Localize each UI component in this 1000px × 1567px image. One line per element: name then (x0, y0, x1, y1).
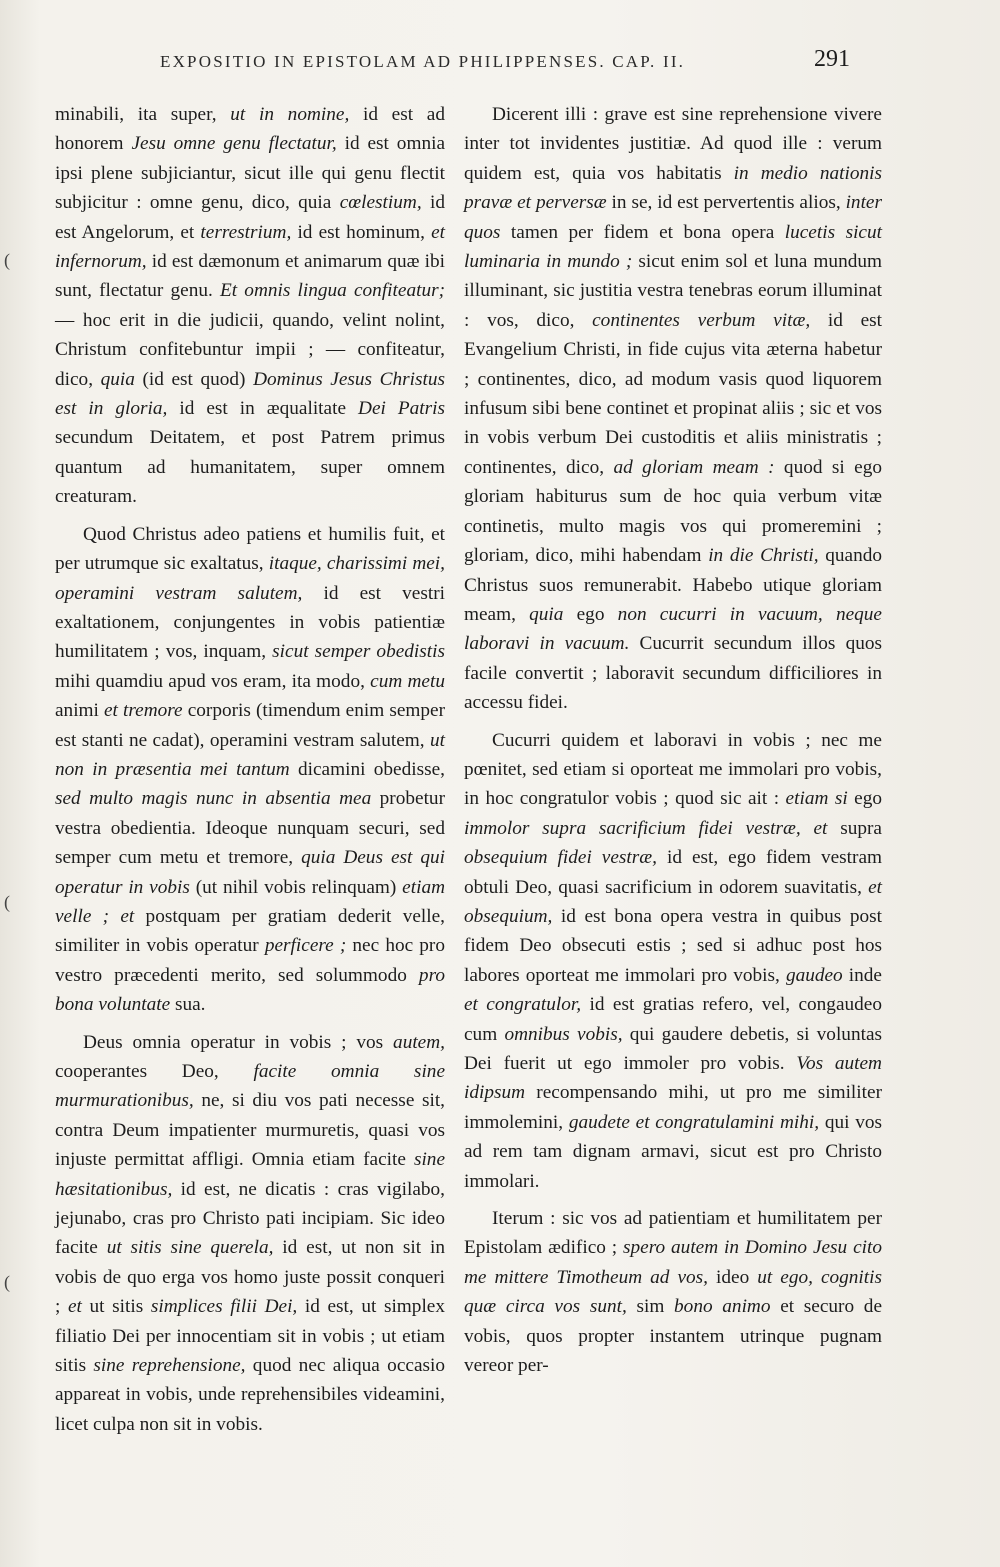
paragraph (464, 726, 882, 1197)
italic-text: sine hæsitationibus, (55, 1149, 445, 1200)
italic-text: inter quos (464, 192, 882, 243)
italic-text: terrestrium, (200, 221, 292, 243)
left-text-column (55, 100, 445, 1439)
text-run: secundum Deitatem, et post Patrem primus quantum ad humanitatem, super omnem creaturam. (55, 427, 445, 508)
italic-text: et congratulor, (464, 994, 582, 1016)
text-run: id est omnia ipsi plene subjiciantur, sicut ille qui genu flectit subjicitur : omne genu, dico, quia (55, 133, 446, 214)
italic-text: quia Deus est qui operatur in vobis (55, 847, 445, 898)
italic-text: in die Christi, (708, 545, 819, 567)
italic-text: lucetis sicut luminaria in mundo ; (464, 221, 882, 273)
italic-text: Dei Patris (358, 398, 445, 420)
text-run: in se, id est pervertentis alios, (606, 192, 846, 214)
text-run: — hoc erit in die judicii, quando, velint nolint, Christum confitebuntur impii ; — confiteatur, dico, (55, 309, 445, 390)
italic-text: et (67, 1296, 82, 1318)
text-run: tamen per fidem et bona opera (500, 221, 785, 243)
italic-text: in medio nationis pravæ et perversæ (464, 162, 882, 214)
italic-text: continentes verbum vitæ, (592, 309, 811, 331)
italic-text: ut sitis sine querela, (106, 1237, 274, 1259)
paragraph (464, 1204, 882, 1380)
italic-text: omnibus vobis, (504, 1023, 623, 1045)
text-run: Cucurrit secundum illos quos facile convertit ; laboravit secundum difficiliores in accessu fidei. (464, 633, 882, 714)
text-run: id est dæmonum et animarum quæ ibi sunt, flectatur genu. (55, 251, 445, 302)
italic-text: ut in nomine, (230, 104, 350, 125)
page-number: 291 (814, 46, 850, 72)
text-run: sicut enim sol et luna mundum illuminant, sic justitia vestra tenebras eorum illuminat : vos, dico, (464, 251, 882, 331)
text-run: (ut nihil vobis relinquam) (189, 876, 403, 898)
text-run: id est, ut simplex filiatio Dei per innocentiam sit in vobis ; ut etiam sitis (55, 1296, 446, 1377)
text-run: Cucurri quidem et laboravi in vobis ; nec me pœnitet, sed etiam si oporteat me immolari pro vobis, in hoc congratulor vobis ; quod sic ait : (464, 729, 882, 810)
text-run: supra (827, 817, 882, 839)
margin-mark: ( (4, 892, 10, 912)
text-run: quod nec aliqua occasio appareat in vobis, unde reprehensibiles videamini, licet culpa non sit in vobis. (55, 1355, 446, 1435)
text-run: sim (626, 1296, 675, 1318)
paragraph (55, 1028, 445, 1440)
italic-text: quia (529, 603, 564, 625)
text-run: recompensando mihi, ut pro me similiter immolemini, (464, 1082, 882, 1133)
italic-text: Dominus Jesus Christus est in gloria, (55, 368, 445, 420)
italic-text: bono animo (674, 1296, 771, 1318)
text-run: id est, ego fidem vestram obtuli Deo, quasi sacrificium in odorem suavitatis, (464, 847, 883, 898)
text-run: (id est quod) (134, 368, 254, 390)
italic-text: autem, (393, 1031, 445, 1053)
italic-text: ut ego, cognitis quæ circa vos sunt, (464, 1266, 882, 1318)
italic-text: pro bona voluntate (55, 964, 445, 1016)
italic-text: obsequium fidei vestræ, (464, 847, 657, 869)
italic-text: gaudeo (785, 964, 843, 986)
italic-text: cœlestium, (339, 192, 422, 214)
italic-text: et obsequium, (464, 876, 882, 927)
text-run: ut sitis (81, 1296, 151, 1318)
text-run: Deus omnia operatur in vobis ; vos (83, 1031, 394, 1053)
text-run: id est gratias refero, vel, congaudeo cum (464, 994, 882, 1045)
italic-text: ut non in præsentia mei tantum (55, 729, 445, 780)
text-run: Quod Christus adeo patiens et humilis fuit, et per utrumque sic exaltatus, (55, 523, 445, 575)
right-text-column (464, 100, 882, 1380)
text-run: id est ad honorem (55, 104, 445, 155)
paragraph (55, 520, 445, 1020)
italic-text: cum metu (370, 670, 445, 692)
paragraph (464, 100, 882, 718)
text-run: ego (847, 788, 882, 810)
italic-text: sed multo magis nunc in absentia mea (55, 788, 372, 810)
italic-text: itaque, charissimi mei, operamini vestram salutem, (55, 553, 445, 604)
running-title: EXPOSITIO IN EPISTOLAM AD PHILIPPENSES. CAP. II. (160, 52, 686, 71)
text-run: qui gaudere debetis, si voluntas Dei fuerit ut ego immoler pro vobis. (464, 1023, 883, 1074)
text-run: Dicerent illi : grave est sine reprehensione vivere inter tot invidentes justitiæ. Ad quod ille : verum quidem est, quia vos habitatis (464, 104, 882, 184)
margin-mark: ( (4, 1272, 10, 1292)
text-run: ne, si diu vos pati necesse sit, contra Deum impatienter murmuretis, quasi vos injuste permittat affligi. Omnia etiam facite (55, 1090, 445, 1171)
italic-text: ad gloriam meam : (613, 456, 775, 478)
italic-text: facite omnia sine murmurationibus, (55, 1061, 445, 1112)
italic-text: etiam velle ; et (55, 876, 446, 927)
italic-text: et infernorum, (55, 221, 446, 273)
text-run: id est, ne dicatis : cras vigilabo, jejunabo, cras pro Christo pati incipiam. Sic ideo facite (55, 1178, 445, 1259)
text-run: id est hominum, (291, 221, 432, 243)
text-run: id est Angelorum, et (55, 192, 445, 243)
italic-text: sine reprehensione, (93, 1355, 246, 1377)
text-run: quod si ego gloriam habiturus sum de hoc quia verbum vitæ continetis, multo magis vos qui promeremini ; gloriam, dico, mihi habendam (464, 456, 882, 567)
italic-text: Et omnis lingua confiteatur; (220, 280, 446, 302)
italic-text: immolor supra sacrificium fidei vestræ, et (464, 817, 828, 839)
text-run: et securo de vobis, quos propter instantem utrinque pugnam vereor per- (464, 1296, 883, 1377)
page-header (140, 46, 850, 86)
text-run: nec hoc pro vestro præcedenti merito, sed solummodo (55, 935, 445, 986)
text-run: inde (842, 964, 882, 986)
text-run: quando Christus suos remunerabit. Habebo utique gloriam meam, (464, 545, 882, 625)
italic-text: simplices filii Dei, (150, 1296, 298, 1318)
italic-text: gaudete et congratulamini mihi, (568, 1111, 820, 1133)
text-run: probetur vestra obedientia. Ideoque nunquam securi, sed semper cum metu et tremore, (55, 788, 445, 869)
margin-mark: ( (4, 250, 10, 270)
text-run: cooperantes Deo, (55, 1061, 254, 1082)
text-run: qui vos ad rem tam dignam armavi, sicut est pro Christo immolari. (464, 1111, 882, 1192)
italic-text: non cucurri in vacuum, neque laboravi in vacuum. (464, 603, 882, 655)
text-run: id est, ut non sit in vobis de quo erga vos homo juste possit conqueri ; (55, 1237, 445, 1318)
text-run: id est vestri exaltationem, conjungentes in vobis patientiæ humilitatem ; vos, inquam, (55, 582, 446, 663)
italic-text: sicut semper obedistis (272, 641, 445, 663)
italic-text: quia (100, 368, 135, 390)
text-run: id est bona opera vestra in quibus post fidem Deo obsecuti estis ; sed si adhuc post hos labores oporteat me immolari pro vobis, (464, 905, 882, 986)
italic-text: perficere ; (264, 935, 347, 957)
text-run: sua. (170, 994, 206, 1016)
italic-text: spero autem in Domino Jesu cito me mittere Timotheum ad vos, (464, 1237, 882, 1288)
text-run: ego (563, 603, 618, 625)
paragraph (55, 100, 445, 512)
text-run: postquam per gratiam dederit velle, similiter in vobis operatur (55, 905, 445, 957)
italic-text: etiam si (785, 788, 848, 810)
italic-text: et tremore (104, 700, 183, 722)
text-run: animi (55, 700, 104, 722)
text-run: id est Evangelium Christi, in fide cujus vita æterna habetur ; continentes, dico, ad modum vasis quod liquorem infusum sibi bene continet et propinat aliis ; sic et vos in vobis verbum Dei custoditis et aliis ministratis ; continentes, dico, (464, 309, 882, 478)
text-run: minabili, ita super, (55, 104, 231, 125)
text-run: mihi quamdiu apud vos eram, ita modo, (55, 670, 371, 692)
text-run: id est in æqualitate (167, 398, 359, 420)
text-run: ideo (707, 1266, 758, 1288)
text-run: dicamini obedisse, (289, 758, 445, 780)
text-run: corporis (timendum enim semper est stanti ne cadat), operamini vestram salutem, (55, 700, 445, 751)
text-run: Iterum : sic vos ad patientiam et humilitatem per Epistolam ædifico ; (464, 1208, 882, 1259)
italic-text: Vos autem idipsum (464, 1053, 882, 1104)
italic-text: Jesu omne genu flectatur, (131, 133, 337, 155)
